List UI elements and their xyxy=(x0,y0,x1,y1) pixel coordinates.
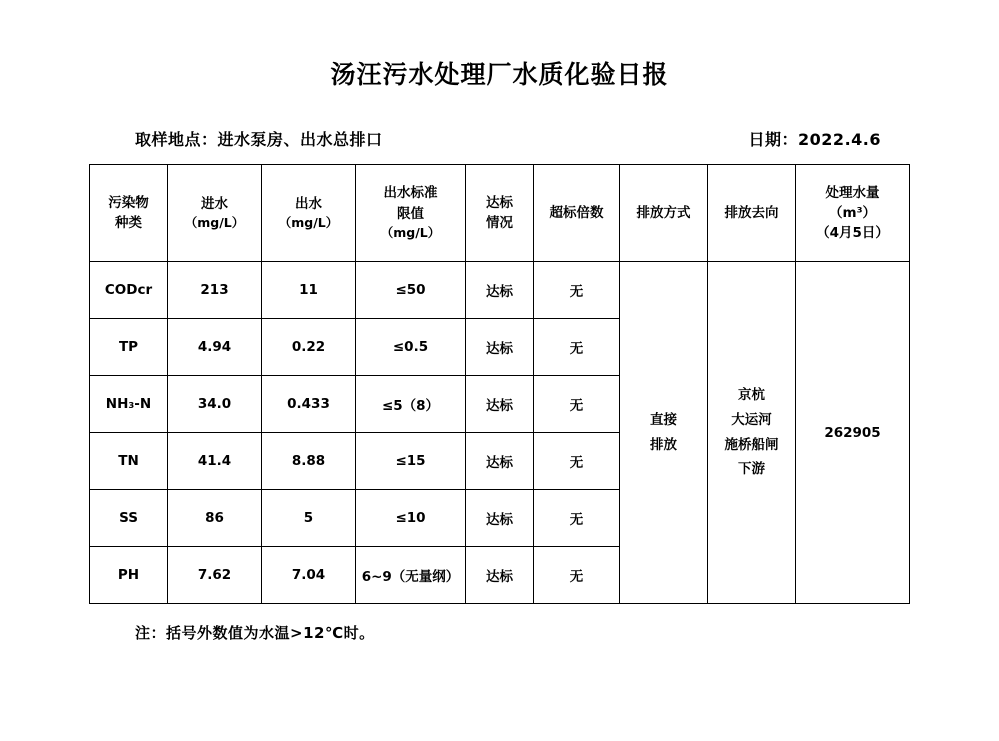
column-header-outflow: 出水 （mg/L） xyxy=(262,165,356,262)
cell-compliance: 达标 xyxy=(466,376,534,433)
cell-exceed: 无 xyxy=(534,547,620,604)
cell-limit: ≤0.5 xyxy=(356,319,466,376)
cell-pollutant: SS xyxy=(90,490,168,547)
table-footnote: 注：括号外数值为水温>12℃时。 xyxy=(135,624,375,642)
cell-pollutant: NH₃-N xyxy=(90,376,168,433)
column-header-compliance: 达标 情况 xyxy=(466,165,534,262)
cell-outflow: 11 xyxy=(262,262,356,319)
sampling-location: 取样地点：进水泵房、出水总排口 xyxy=(135,130,383,149)
cell-exceed: 无 xyxy=(534,319,620,376)
cell-exceed: 无 xyxy=(534,433,620,490)
cell-exceed: 无 xyxy=(534,262,620,319)
cell-pollutant: TN xyxy=(90,433,168,490)
cell-treated-volume: 262905 xyxy=(796,262,910,604)
cell-compliance: 达标 xyxy=(466,433,534,490)
cell-exceed: 无 xyxy=(534,376,620,433)
column-header-inflow: 进水 （mg/L） xyxy=(168,165,262,262)
column-header-exceed-multiple: 超标倍数 xyxy=(534,165,620,262)
column-header-discharge-method: 排放方式 xyxy=(620,165,708,262)
water-quality-table xyxy=(89,164,910,604)
cell-inflow: 86 xyxy=(168,490,262,547)
column-header-pollutant: 污染物 种类 xyxy=(90,165,168,262)
cell-limit: ≤50 xyxy=(356,262,466,319)
cell-limit: ≤5（8） xyxy=(356,376,466,433)
cell-pollutant: TP xyxy=(90,319,168,376)
column-header-treated-volume: 处理水量 （m³） （4月5日） xyxy=(796,165,910,262)
cell-compliance: 达标 xyxy=(466,319,534,376)
cell-exceed: 无 xyxy=(534,490,620,547)
cell-limit: 6~9（无量纲） xyxy=(356,547,466,604)
cell-outflow: 5 xyxy=(262,490,356,547)
report-meta xyxy=(135,127,909,150)
cell-discharge-method: 直接 排放 xyxy=(620,262,708,604)
cell-outflow: 0.433 xyxy=(262,376,356,433)
cell-compliance: 达标 xyxy=(466,547,534,604)
cell-inflow: 213 xyxy=(168,262,262,319)
cell-outflow: 7.04 xyxy=(262,547,356,604)
cell-compliance: 达标 xyxy=(466,262,534,319)
cell-outflow: 8.88 xyxy=(262,433,356,490)
cell-inflow: 4.94 xyxy=(168,319,262,376)
report-date: 日期：2022.4.6 xyxy=(748,130,881,149)
cell-inflow: 34.0 xyxy=(168,376,262,433)
cell-pollutant: CODcr xyxy=(90,262,168,319)
cell-inflow: 7.62 xyxy=(168,547,262,604)
cell-outflow: 0.22 xyxy=(262,319,356,376)
cell-limit: ≤10 xyxy=(356,490,466,547)
cell-pollutant: PH xyxy=(90,547,168,604)
table-header-row xyxy=(90,165,910,262)
report-page xyxy=(0,55,999,741)
cell-limit: ≤15 xyxy=(356,433,466,490)
page-title: 汤汪污水处理厂水质化验日报 xyxy=(330,60,669,89)
table-row xyxy=(90,262,910,319)
cell-compliance: 达标 xyxy=(466,490,534,547)
column-header-limit: 出水标准 限值 （mg/L） xyxy=(356,165,466,262)
cell-inflow: 41.4 xyxy=(168,433,262,490)
cell-discharge-destination: 京杭 大运河 施桥船闸 下游 xyxy=(708,262,796,604)
column-header-discharge-destination: 排放去向 xyxy=(708,165,796,262)
